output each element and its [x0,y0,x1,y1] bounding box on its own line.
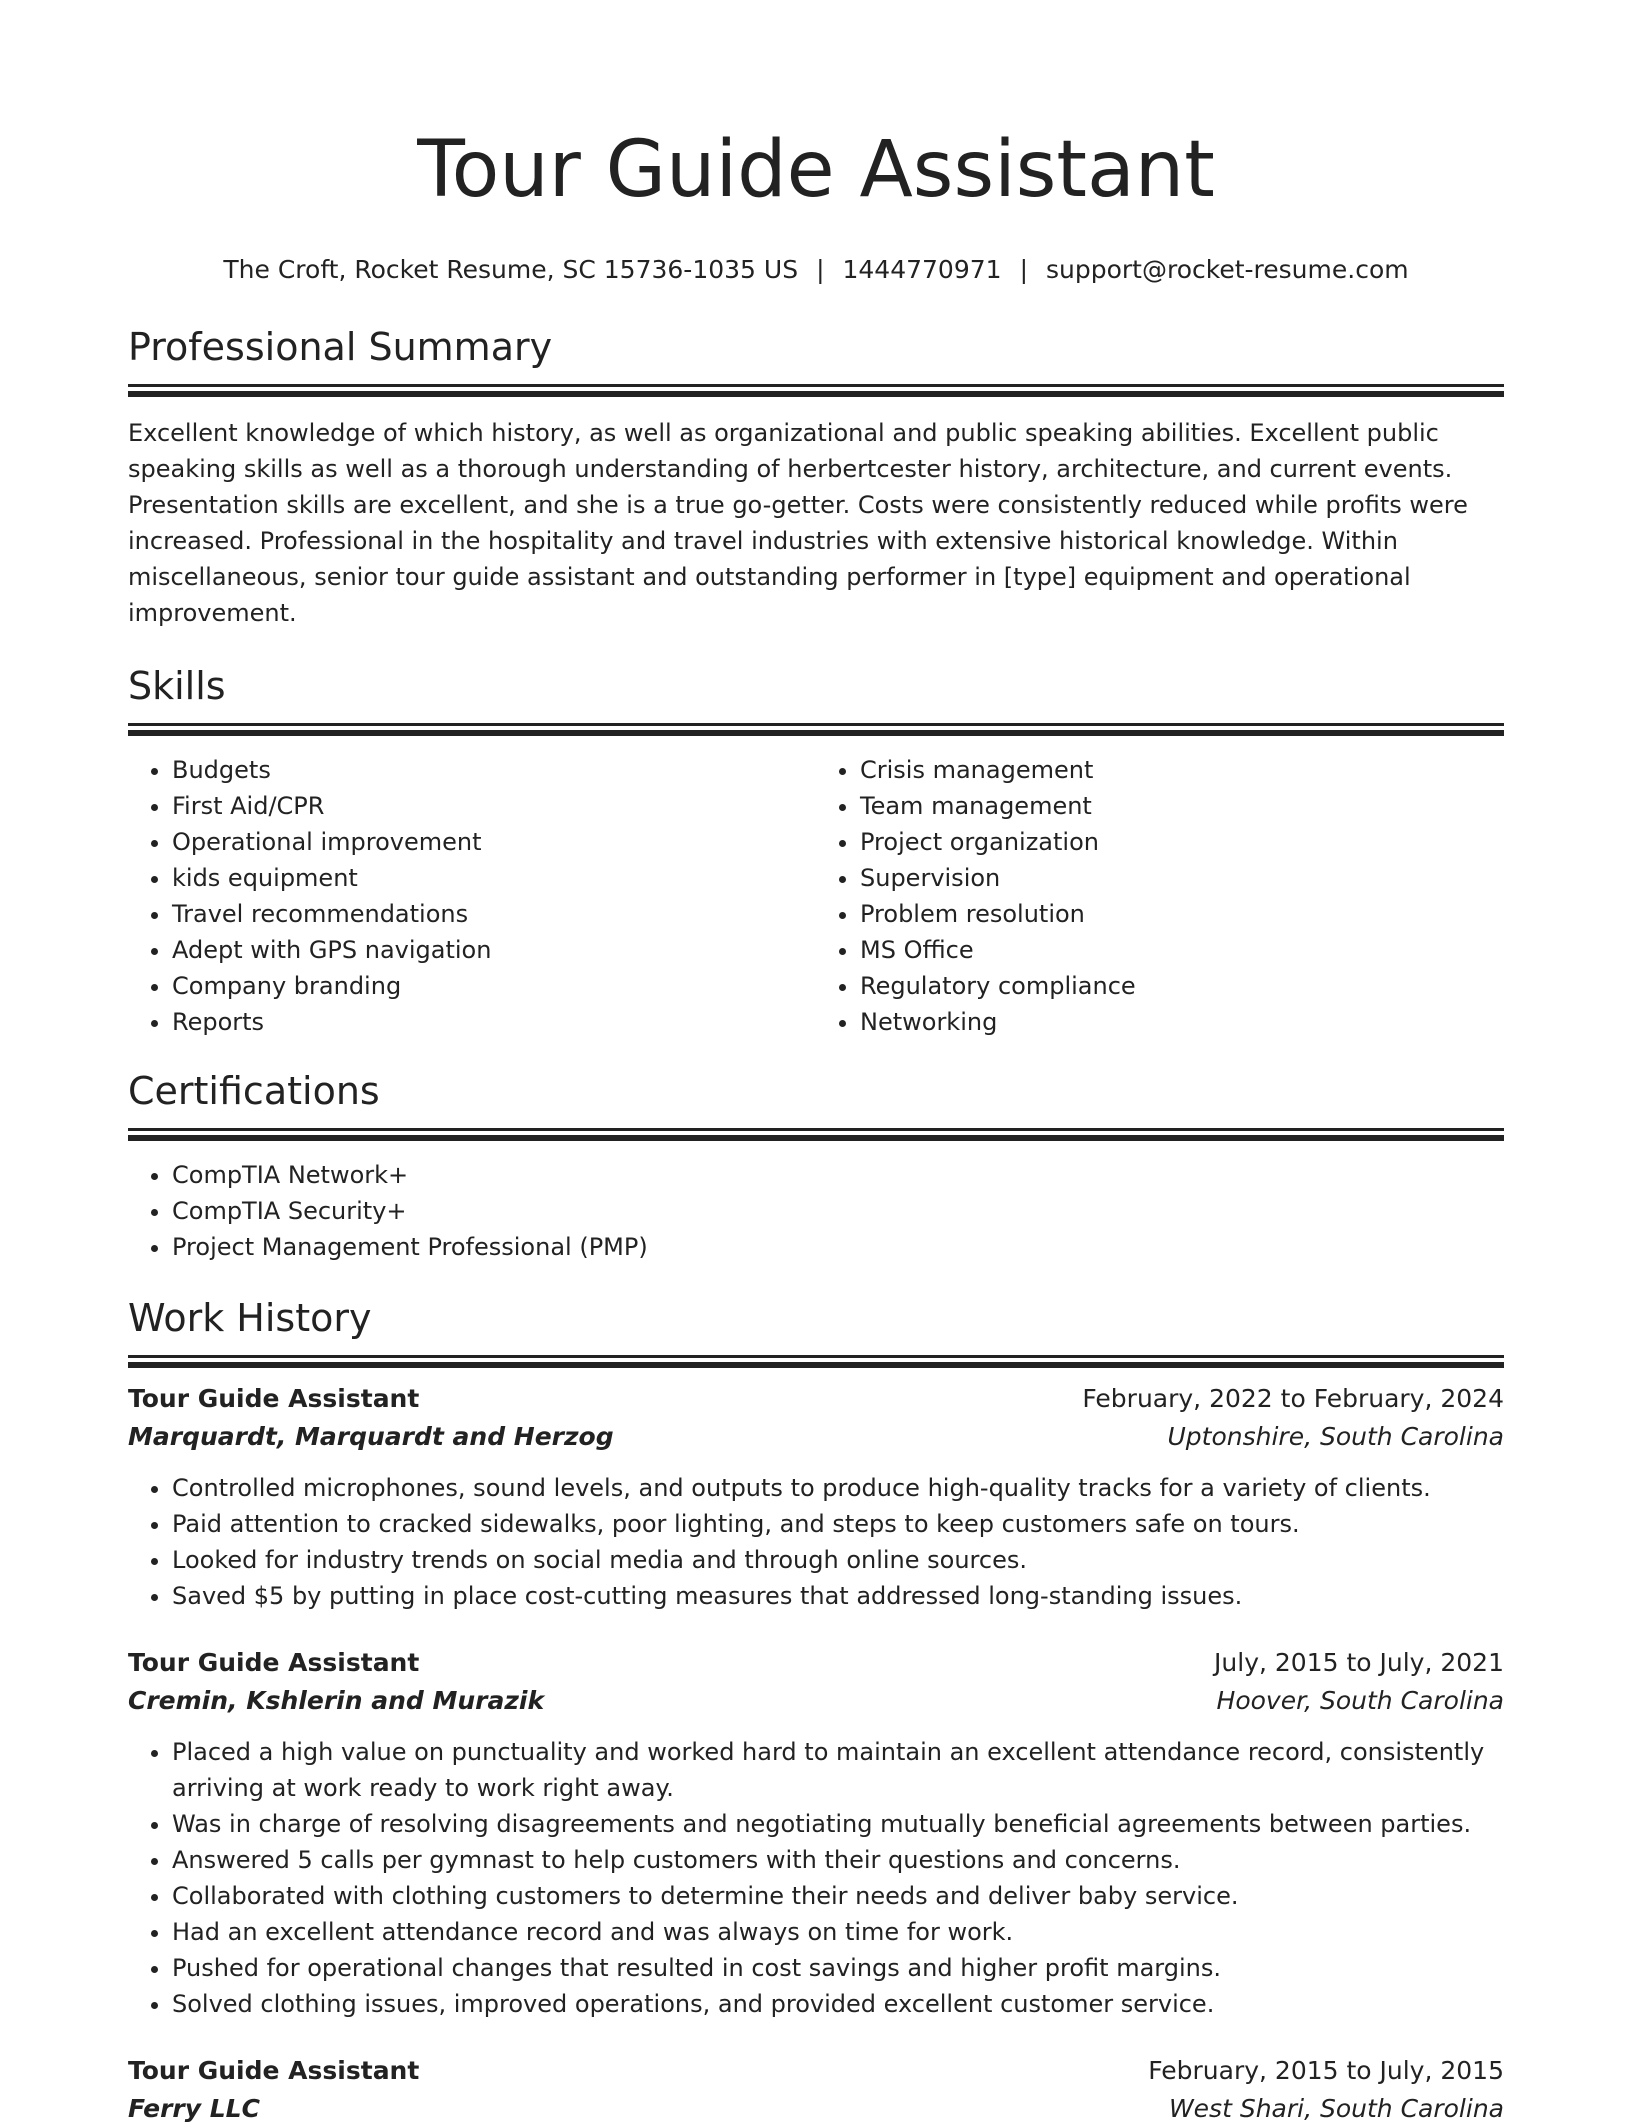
certification-item: • CompTIA Security+ [172,1193,1504,1229]
contact-address: The Croft, Rocket Resume, SC 15736-1035 US [223,255,799,284]
skill-item: • Problem resolution [860,896,1504,932]
skills-column-left [128,752,816,1040]
section-title: Work History [128,1296,372,1340]
job-company: Marquardt, Marquardt and Herzog [128,1422,614,1451]
skill-item: • Crisis management [860,752,1504,788]
section-divider [128,384,1504,387]
skill-item: • Regulatory compliance [860,968,1504,1004]
skill-item: • MS Office [860,932,1504,968]
job-company: Cremin, Kshlerin and Murazik [128,1686,545,1715]
job-title: Tour Guide Assistant [128,1648,420,1677]
section-title: Skills [128,664,226,708]
job-entry [128,1380,1504,1614]
job-location: Hoover, South Carolina [1216,1686,1504,1715]
job-subheader [128,2090,1504,2128]
skill-item: • kids equipment [172,860,816,896]
job-bullets [128,1734,1504,2022]
job-subheader [128,1682,1504,1720]
section-divider [128,723,1504,726]
summary-section [128,324,1504,631]
job-bullet: • Saved $5 by putting in place cost-cutting measures that addressed long-standing issues. [172,1578,1504,1614]
job-bullet: • Was in charge of resolving disagreements and negotiating mutually beneficial agreements between parties. [172,1806,1504,1842]
job-company: Ferry LLC [128,2094,260,2123]
job-bullet: • Placed a high value on punctuality and worked hard to maintain an excellent attendance record, consistently arriving at work ready to work right away. [172,1734,1504,1806]
job-bullet: • Paid attention to cracked sidewalks, poor lighting, and steps to keep customers safe on tours. [172,1506,1504,1542]
certifications-list [128,1157,1504,1265]
skill-item: • First Aid/CPR [172,788,816,824]
certification-item: • Project Management Professional (PMP) [172,1229,1504,1265]
skill-item: • Supervision [860,860,1504,896]
work-history-section [128,1295,1504,2128]
contact-email: support@rocket-resume.com [1046,255,1409,284]
summary-text: Excellent knowledge of which history, as well as organizational and public speaking abilities. Excellent public speaking skills as well as a thorough understanding of herbertcester history, architecture, and current events. Presentation skills are excellent, and she is a true go-getter. Costs were consistently reduced while profits were increased. Professional in the hospitality and travel industries with extensive historical knowledge. Within miscellaneous, senior tour guide assistant and outstanding performer in [type] equipment and operational improvement. [128,419,1468,627]
job-entry [128,2052,1504,2128]
resume-name: Tour Guide Assistant [417,125,1215,215]
job-title: Tour Guide Assistant [128,2056,420,2085]
contact-phone: 1444770971 [842,255,1002,284]
skill-item: • Company branding [172,968,816,1004]
job-entry [128,1644,1504,2022]
certifications-section [128,1068,1504,1265]
skill-item: • Project organization [860,824,1504,860]
skill-item: • Team management [860,788,1504,824]
section-title: Professional Summary [128,325,553,369]
job-bullet: • Looked for industry trends on social media and through online sources. [172,1542,1504,1578]
job-bullet: • Answered 5 calls per gymnast to help customers with their questions and concerns. [172,1842,1504,1878]
certification-item: • CompTIA Network+ [172,1157,1504,1193]
job-location: Uptonshire, South Carolina [1167,1422,1504,1451]
section-divider [128,1355,1504,1358]
skill-item: • Operational improvement [172,824,816,860]
contact-separator: | [1019,255,1028,284]
job-bullets [128,1470,1504,1614]
job-dates: July, 2015 to July, 2021 [1214,1648,1504,1677]
skill-item: • Travel recommendations [172,896,816,932]
skill-item: • Networking [860,1004,1504,1040]
skills-columns [128,752,1504,1040]
job-dates: February, 2022 to February, 2024 [1082,1384,1504,1413]
job-bullet: • Solved clothing issues, improved operations, and provided excellent customer service. [172,1986,1504,2022]
job-dates: February, 2015 to July, 2015 [1148,2056,1504,2085]
job-location: West Shari, South Carolina [1168,2094,1504,2123]
job-header [128,2052,1504,2090]
skills-column-right [816,752,1504,1040]
skill-item: • Budgets [172,752,816,788]
skills-list-right [816,752,1504,1040]
job-bullet: • Had an excellent attendance record and was always on time for work. [172,1914,1504,1950]
section-divider [128,1128,1504,1131]
skill-item: • Reports [172,1004,816,1040]
contact-separator: | [816,255,825,284]
job-bullet: • Collaborated with clothing customers to determine their needs and deliver baby service. [172,1878,1504,1914]
job-bullet: • Controlled microphones, sound levels, and outputs to produce high-quality tracks for a variety of clients. [172,1470,1504,1506]
job-bullet: • Pushed for operational changes that resulted in cost savings and higher profit margins. [172,1950,1504,1986]
job-subheader [128,1418,1504,1456]
skill-item: • Adept with GPS navigation [172,932,816,968]
job-header [128,1380,1504,1418]
skills-list-left [128,752,816,1040]
job-title: Tour Guide Assistant [128,1384,420,1413]
section-title: Certifications [128,1069,380,1113]
contact-line [128,254,1504,286]
job-header [128,1644,1504,1682]
skills-section [128,663,1504,1040]
